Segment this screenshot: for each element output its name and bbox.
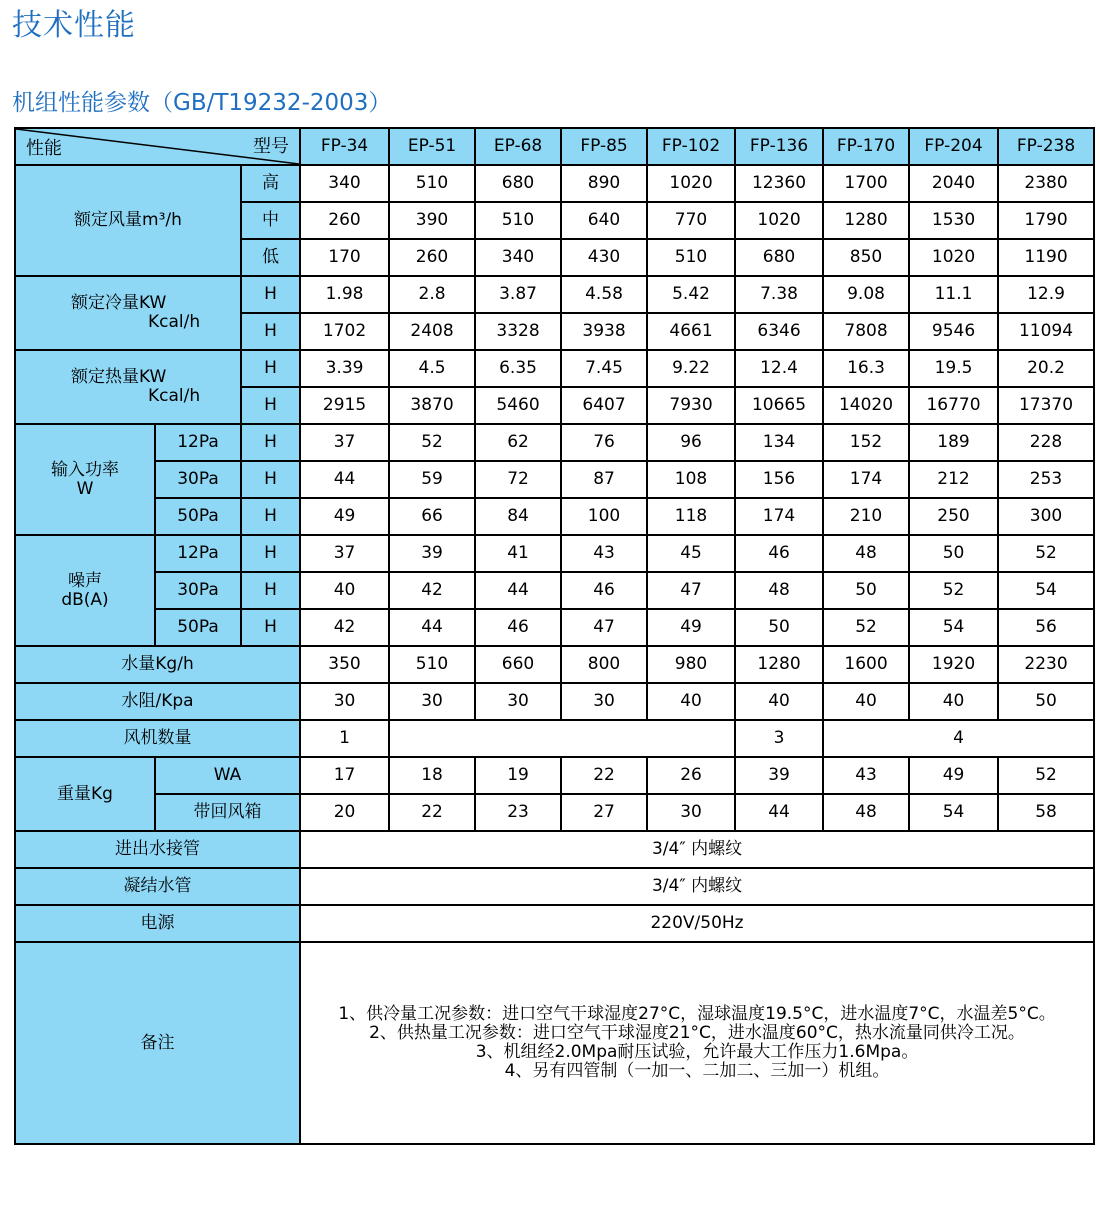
- header-corner: [15, 128, 300, 165]
- value-cell: 50: [998, 683, 1094, 720]
- value-cell: 1020: [735, 202, 823, 239]
- value-cell: 40: [823, 683, 909, 720]
- value-cell: 54: [909, 794, 998, 831]
- model-header: FP-170: [823, 128, 909, 165]
- value-cell: 1790: [998, 202, 1094, 239]
- value-cell: 9.22: [647, 350, 735, 387]
- value-cell: 1190: [998, 239, 1094, 276]
- speed-level: H: [241, 498, 300, 535]
- static-pressure: 30Pa: [155, 572, 241, 609]
- value-cell: [389, 720, 735, 757]
- value-cell: 220V/50Hz: [300, 905, 1094, 942]
- value-cell: 46: [561, 572, 647, 609]
- value-cell: 2230: [998, 646, 1094, 683]
- value-cell: 19: [475, 757, 561, 794]
- value-cell: 44: [300, 461, 389, 498]
- value-cell: 52: [998, 535, 1094, 572]
- value-cell: 4661: [647, 313, 735, 350]
- static-pressure: 30Pa: [155, 461, 241, 498]
- value-cell: 19.5: [909, 350, 998, 387]
- value-cell: 46: [475, 609, 561, 646]
- value-cell: 4: [823, 720, 1094, 757]
- value-cell: 84: [475, 498, 561, 535]
- spec-table: [14, 127, 1095, 1145]
- value-cell: 340: [300, 165, 389, 202]
- value-cell: 42: [300, 609, 389, 646]
- value-cell: 49: [909, 757, 998, 794]
- static-pressure: 12Pa: [155, 535, 241, 572]
- value-cell: 52: [389, 424, 475, 461]
- drain-label: 凝结水管: [15, 868, 300, 905]
- value-cell: 4.5: [389, 350, 475, 387]
- heat-label-kcal: Kcal/h: [148, 386, 201, 406]
- value-cell: 22: [389, 794, 475, 831]
- value-cell: 27: [561, 794, 647, 831]
- value-cell: 250: [909, 498, 998, 535]
- value-cell: 49: [300, 498, 389, 535]
- value-cell: 1020: [909, 239, 998, 276]
- value-cell: 66: [389, 498, 475, 535]
- speed-level: H: [241, 572, 300, 609]
- value-cell: 37: [300, 535, 389, 572]
- corner-right-label: 型号: [253, 136, 290, 157]
- weight-row: [15, 757, 1094, 794]
- value-cell: 800: [561, 646, 647, 683]
- speed-level: H: [241, 424, 300, 461]
- power-row: [15, 461, 1094, 498]
- value-cell: 62: [475, 424, 561, 461]
- value-cell: 58: [998, 794, 1094, 831]
- value-cell: 30: [561, 683, 647, 720]
- value-cell: 20.2: [998, 350, 1094, 387]
- value-cell: 228: [998, 424, 1094, 461]
- value-cell: 11.1: [909, 276, 998, 313]
- value-cell: 40: [735, 683, 823, 720]
- value-cell: 174: [735, 498, 823, 535]
- value-cell: 134: [735, 424, 823, 461]
- value-cell: 253: [998, 461, 1094, 498]
- value-cell: 23: [475, 794, 561, 831]
- value-cell: 6346: [735, 313, 823, 350]
- value-cell: 1: [300, 720, 389, 757]
- value-cell: 59: [389, 461, 475, 498]
- cool-row: [15, 276, 1094, 313]
- heat-label: [15, 350, 241, 424]
- value-cell: 118: [647, 498, 735, 535]
- speed-level: 低: [241, 239, 300, 276]
- value-cell: 3938: [561, 313, 647, 350]
- value-cell: 41: [475, 535, 561, 572]
- value-cell: 510: [389, 646, 475, 683]
- speed-level: 高: [241, 165, 300, 202]
- value-cell: 108: [647, 461, 735, 498]
- model-header: FP-34: [300, 128, 389, 165]
- value-cell: 39: [735, 757, 823, 794]
- cool-label-kw: 额定冷量KW: [71, 293, 167, 313]
- value-cell: 44: [389, 609, 475, 646]
- value-cell: 6407: [561, 387, 647, 424]
- value-cell: 390: [389, 202, 475, 239]
- value-cell: 156: [735, 461, 823, 498]
- speed-level: H: [241, 350, 300, 387]
- page-title: 技术性能: [12, 8, 136, 43]
- noise-row: [15, 572, 1094, 609]
- remark-line: 1、供冷量工况参数：进口空气干球湿度27°C，湿球温度19.5°C，进水温度7°C，水温差5°C。: [338, 1004, 1056, 1024]
- value-cell: 76: [561, 424, 647, 461]
- noise-row: [15, 609, 1094, 646]
- value-cell: 510: [389, 165, 475, 202]
- power-label-unit: W: [76, 478, 94, 499]
- value-cell: 174: [823, 461, 909, 498]
- value-cell: 1280: [823, 202, 909, 239]
- fan-count-label: 风机数量: [15, 720, 300, 757]
- value-cell: 10665: [735, 387, 823, 424]
- value-cell: 48: [823, 794, 909, 831]
- water-label: 水量Kg/h: [15, 646, 300, 683]
- value-cell: 510: [647, 239, 735, 276]
- value-cell: 52: [823, 609, 909, 646]
- value-cell: 48: [823, 535, 909, 572]
- value-cell: 189: [909, 424, 998, 461]
- value-cell: 2.8: [389, 276, 475, 313]
- value-cell: 1700: [823, 165, 909, 202]
- value-cell: 52: [998, 757, 1094, 794]
- value-cell: 2915: [300, 387, 389, 424]
- value-cell: 44: [735, 794, 823, 831]
- weight-row: [15, 794, 1094, 831]
- noise-label-main: 噪声: [68, 570, 102, 591]
- cool-label-kcal: Kcal/h: [148, 312, 201, 332]
- model-header: FP-102: [647, 128, 735, 165]
- value-cell: 20: [300, 794, 389, 831]
- value-cell: 1600: [823, 646, 909, 683]
- value-cell: 212: [909, 461, 998, 498]
- inout-label: 进出水接管: [15, 831, 300, 868]
- value-cell: 40: [647, 683, 735, 720]
- value-cell: 3/4″ 内螺纹: [300, 831, 1094, 868]
- value-cell: 47: [561, 609, 647, 646]
- corner-left-label: 性能: [26, 138, 62, 159]
- remarks-content: [300, 942, 1094, 1144]
- value-cell: 14020: [823, 387, 909, 424]
- value-cell: 40: [300, 572, 389, 609]
- value-cell: 510: [475, 202, 561, 239]
- value-cell: 72: [475, 461, 561, 498]
- water-row: [15, 646, 1094, 683]
- value-cell: 50: [823, 572, 909, 609]
- value-cell: 44: [475, 572, 561, 609]
- value-cell: 3.39: [300, 350, 389, 387]
- power-row: [15, 424, 1094, 461]
- value-cell: 100: [561, 498, 647, 535]
- value-cell: 43: [823, 757, 909, 794]
- air-flow-label: 额定风量m³/h: [15, 165, 241, 276]
- value-cell: 7808: [823, 313, 909, 350]
- noise-label: [15, 535, 155, 646]
- inout-row: [15, 831, 1094, 868]
- value-cell: 56: [998, 609, 1094, 646]
- power-label-main: 输入功率: [51, 459, 119, 480]
- value-cell: 47: [647, 572, 735, 609]
- resist-label: 水阻/Kpa: [15, 683, 300, 720]
- value-cell: 50: [735, 609, 823, 646]
- static-pressure: 50Pa: [155, 609, 241, 646]
- remark-line: 3、机组经2.0Mpa耐压试验，允许最大工作压力1.6Mpa。: [475, 1042, 919, 1062]
- value-cell: 52: [909, 572, 998, 609]
- value-cell: 16.3: [823, 350, 909, 387]
- value-cell: 12360: [735, 165, 823, 202]
- value-cell: 1.98: [300, 276, 389, 313]
- value-cell: 3/4″ 内螺纹: [300, 868, 1094, 905]
- air-flow-row: [15, 165, 1094, 202]
- speed-level: H: [241, 535, 300, 572]
- value-cell: 3.87: [475, 276, 561, 313]
- value-cell: 2040: [909, 165, 998, 202]
- value-cell: 850: [823, 239, 909, 276]
- value-cell: 9546: [909, 313, 998, 350]
- value-cell: 40: [909, 683, 998, 720]
- power-label: [15, 424, 155, 535]
- static-pressure: 50Pa: [155, 498, 241, 535]
- value-cell: 170: [300, 239, 389, 276]
- fan-count-row: [15, 720, 1094, 757]
- value-cell: 46: [735, 535, 823, 572]
- value-cell: 37: [300, 424, 389, 461]
- value-cell: 4.58: [561, 276, 647, 313]
- value-cell: 50: [909, 535, 998, 572]
- value-cell: 45: [647, 535, 735, 572]
- model-header: EP-51: [389, 128, 475, 165]
- value-cell: 1280: [735, 646, 823, 683]
- model-header: FP-204: [909, 128, 998, 165]
- model-header: FP-136: [735, 128, 823, 165]
- value-cell: 12.4: [735, 350, 823, 387]
- value-cell: 9.08: [823, 276, 909, 313]
- value-cell: 890: [561, 165, 647, 202]
- value-cell: 3: [735, 720, 823, 757]
- value-cell: 1020: [647, 165, 735, 202]
- value-cell: 30: [475, 683, 561, 720]
- resist-row: [15, 683, 1094, 720]
- cool-label: [15, 276, 241, 350]
- speed-level: H: [241, 387, 300, 424]
- value-cell: 2380: [998, 165, 1094, 202]
- value-cell: 210: [823, 498, 909, 535]
- value-cell: 1920: [909, 646, 998, 683]
- value-cell: 3328: [475, 313, 561, 350]
- value-cell: 980: [647, 646, 735, 683]
- speed-level: H: [241, 461, 300, 498]
- drain-row: [15, 868, 1094, 905]
- value-cell: 770: [647, 202, 735, 239]
- value-cell: 11094: [998, 313, 1094, 350]
- value-cell: 260: [389, 239, 475, 276]
- weight-sub-label: 带回风箱: [155, 794, 300, 831]
- value-cell: 260: [300, 202, 389, 239]
- value-cell: 6.35: [475, 350, 561, 387]
- table-title: 机组性能参数（GB/T19232-2003）: [12, 90, 392, 116]
- value-cell: 30: [389, 683, 475, 720]
- heat-label-kw: 额定热量KW: [71, 367, 167, 387]
- remark-line: 2、供热量工况参数：进口空气干球湿度21°C，进水温度60°C，热水流量同供冷工况。: [369, 1023, 1025, 1043]
- value-cell: 26: [647, 757, 735, 794]
- value-cell: 1702: [300, 313, 389, 350]
- model-header: EP-68: [475, 128, 561, 165]
- value-cell: 96: [647, 424, 735, 461]
- value-cell: 7.45: [561, 350, 647, 387]
- value-cell: 30: [300, 683, 389, 720]
- value-cell: 640: [561, 202, 647, 239]
- value-cell: 350: [300, 646, 389, 683]
- speed-level: 中: [241, 202, 300, 239]
- power_supply-label: 电源: [15, 905, 300, 942]
- value-cell: 340: [475, 239, 561, 276]
- header-row: [15, 128, 1094, 165]
- value-cell: 54: [998, 572, 1094, 609]
- static-pressure: 12Pa: [155, 424, 241, 461]
- value-cell: 3870: [389, 387, 475, 424]
- weight-sub-label: WA: [155, 757, 300, 794]
- value-cell: 30: [647, 794, 735, 831]
- value-cell: 12.9: [998, 276, 1094, 313]
- value-cell: 7.38: [735, 276, 823, 313]
- value-cell: 22: [561, 757, 647, 794]
- value-cell: 49: [647, 609, 735, 646]
- value-cell: 300: [998, 498, 1094, 535]
- model-header: FP-85: [561, 128, 647, 165]
- remarks-row: [15, 942, 1094, 1144]
- value-cell: 5.42: [647, 276, 735, 313]
- value-cell: 18: [389, 757, 475, 794]
- value-cell: 17: [300, 757, 389, 794]
- power_supply-row: [15, 905, 1094, 942]
- value-cell: 39: [389, 535, 475, 572]
- noise-label-unit: dB(A): [61, 589, 109, 610]
- speed-level: H: [241, 609, 300, 646]
- value-cell: 680: [735, 239, 823, 276]
- value-cell: 87: [561, 461, 647, 498]
- remarks-label: 备注: [15, 942, 300, 1144]
- value-cell: 5460: [475, 387, 561, 424]
- value-cell: 660: [475, 646, 561, 683]
- remark-line: 4、另有四管制（一加一、二加二、三加一）机组。: [504, 1061, 890, 1081]
- value-cell: 680: [475, 165, 561, 202]
- power-row: [15, 498, 1094, 535]
- speed-level: H: [241, 313, 300, 350]
- weight-label: 重量Kg: [15, 757, 155, 831]
- value-cell: 17370: [998, 387, 1094, 424]
- value-cell: 16770: [909, 387, 998, 424]
- value-cell: 7930: [647, 387, 735, 424]
- value-cell: 2408: [389, 313, 475, 350]
- noise-row: [15, 535, 1094, 572]
- value-cell: 54: [909, 609, 998, 646]
- value-cell: 48: [735, 572, 823, 609]
- heat-row: [15, 350, 1094, 387]
- value-cell: 152: [823, 424, 909, 461]
- value-cell: 430: [561, 239, 647, 276]
- speed-level: H: [241, 276, 300, 313]
- value-cell: 1530: [909, 202, 998, 239]
- model-header: FP-238: [998, 128, 1094, 165]
- value-cell: 42: [389, 572, 475, 609]
- value-cell: 43: [561, 535, 647, 572]
